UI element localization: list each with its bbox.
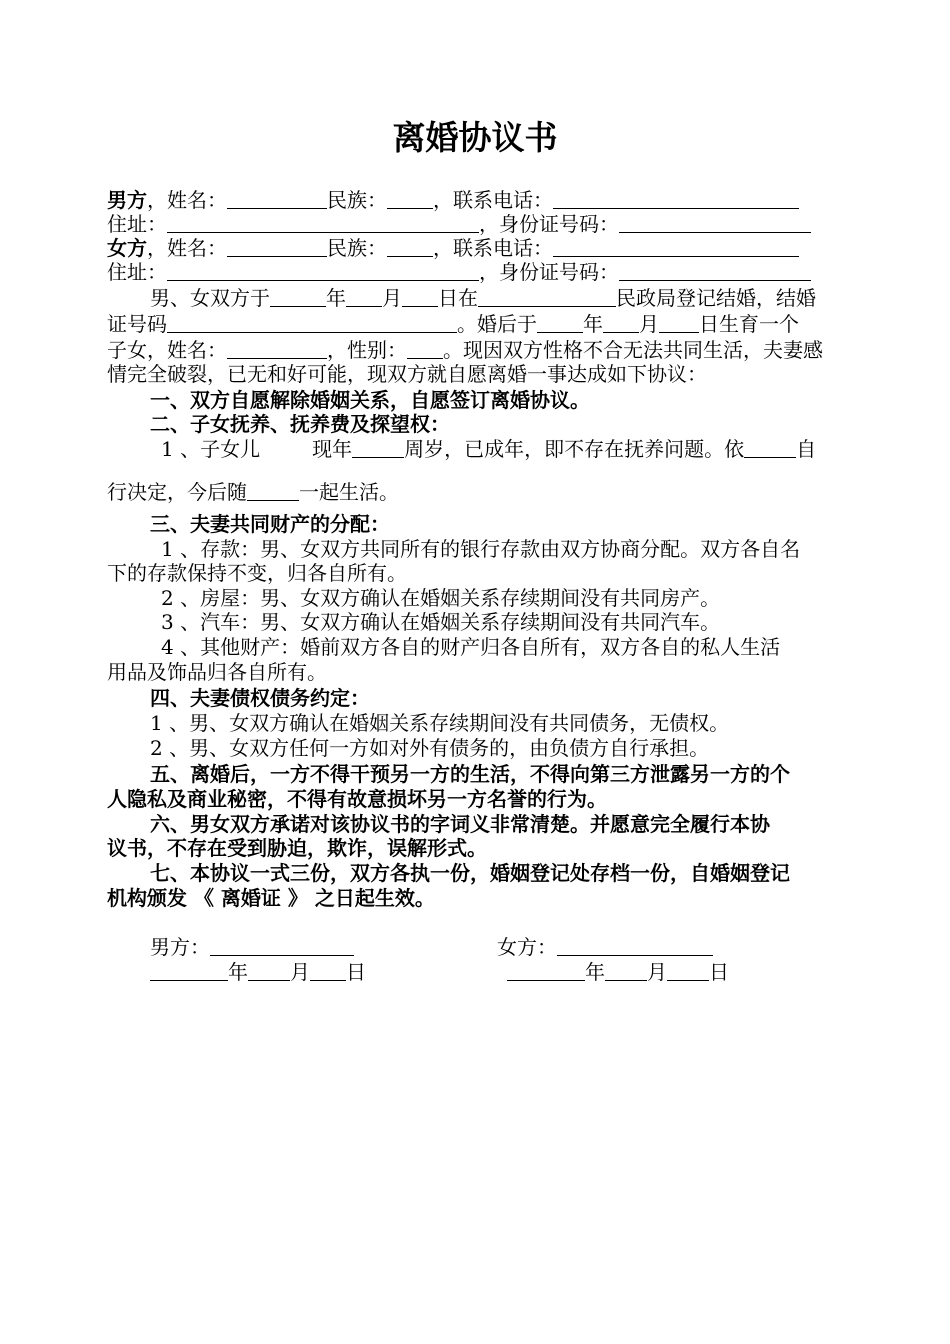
woman-signature-blank[interactable] — [557, 935, 713, 956]
woman-info-line — [107, 236, 847, 260]
section-3-item-4-cont: 用品及饰品归各自所有。 — [107, 660, 327, 684]
man-phone-blank[interactable] — [553, 188, 799, 209]
bureau-text: 民政局登记结婚，结婚 — [616, 286, 816, 310]
day-label: 日在 — [438, 286, 478, 310]
woman-date-year-blank[interactable] — [507, 960, 585, 981]
month-label: 月 — [382, 286, 402, 310]
section-3-item-4: 4 、其他财产：婚前双方各自的财产归各自所有，双方各自的私人生活 — [161, 635, 781, 659]
woman-phone-blank[interactable] — [553, 236, 799, 257]
section-5-cont: 人隐私及商业秘密，不得有故意损坏另一方名誉的行为。 — [107, 787, 607, 811]
man-date-month-blank[interactable] — [248, 960, 290, 981]
section-7: 七、本协议一式三份，双方各执一份，婚姻登记处存档一份，自婚姻登记 — [150, 861, 790, 885]
woman-party-label: 女方 — [107, 236, 147, 260]
item-text: 自 — [796, 437, 817, 461]
bureau-blank[interactable] — [478, 286, 616, 307]
marriage-line-4: 情完全破裂，已无和好可能，现双方就自愿离婚一事达成如下协议： — [107, 362, 707, 386]
section-3-item-3: 3 、汽车：男、女双方确认在婚姻关系存续期间没有共同汽车。 — [161, 610, 721, 634]
section-6: 六、男女双方承诺对该协议书的字词义非常清楚。并愿意完全履行本协 — [150, 812, 770, 836]
address-label: 住址： — [107, 260, 167, 284]
live-with-blank[interactable] — [247, 480, 299, 501]
woman-date-day-blank[interactable] — [667, 960, 709, 981]
man-date-year-blank[interactable] — [150, 960, 228, 981]
month-label: 月 — [290, 960, 310, 984]
name-label: ，姓名： — [147, 188, 227, 212]
ethnic-label: 民族： — [327, 188, 387, 212]
man-info-line — [107, 188, 847, 212]
marriage-text: 男、女双方于 — [150, 286, 270, 310]
section-4-item-1: 1 、男、女双方确认在婚姻关系存续期间没有共同债务，无债权。 — [150, 711, 730, 735]
section-1: 一、双方自愿解除婚姻关系，自愿签订离婚协议。 — [150, 388, 590, 412]
decision-blank[interactable] — [744, 437, 796, 458]
section-2-item-1-cont — [107, 480, 847, 504]
age-blank[interactable] — [352, 437, 404, 458]
item-text: 行决定，今后随 — [107, 480, 247, 504]
section-5: 五、离婚后，一方不得干预另一方的生活，不得向第三方泄露另一方的个 — [150, 762, 790, 786]
section-3-item-1-cont: 下的存款保持不变，归各自所有。 — [107, 561, 407, 585]
marriage-line-3 — [107, 338, 847, 362]
id-label: ，身份证号码： — [479, 260, 619, 284]
man-address-line — [107, 212, 847, 236]
woman-ethnic-blank[interactable] — [387, 236, 433, 257]
day-label: 日 — [709, 960, 729, 984]
birth-day-blank[interactable] — [659, 312, 699, 333]
woman-sign-label: 女方： — [497, 935, 557, 959]
man-name-blank[interactable] — [227, 188, 327, 209]
marriage-day-blank[interactable] — [402, 286, 438, 307]
woman-id-blank[interactable] — [619, 260, 811, 281]
man-party-label: 男方 — [107, 188, 147, 212]
woman-address-line — [107, 260, 847, 284]
man-signature-blank[interactable] — [210, 935, 354, 956]
item-text: 周岁，已成年，即不存在抚养问题。依 — [404, 437, 745, 461]
section-3-item-2: 2 、房屋：男、女双方确认在婚姻关系存续期间没有共同房产。 — [161, 586, 721, 610]
child-gender-blank[interactable] — [407, 338, 443, 359]
marriage-line-2 — [107, 312, 847, 336]
woman-signature — [497, 935, 757, 959]
birth-year-blank[interactable] — [537, 312, 583, 333]
section-7-cont: 机构颁发 《 离婚证 》 之日起生效。 — [107, 886, 435, 910]
item-text: 1 、子女儿 — [161, 437, 261, 461]
item-text: 一起生活。 — [299, 480, 399, 504]
man-sign-date — [150, 960, 410, 984]
marriage-line-1 — [107, 286, 847, 310]
woman-date-month-blank[interactable] — [605, 960, 647, 981]
born-text: 日生育一个 — [699, 312, 799, 336]
section-4-heading: 四、夫妻债权债务约定： — [150, 686, 370, 710]
day-label: 日 — [346, 960, 366, 984]
man-address-blank[interactable] — [167, 212, 479, 233]
id-label: ，身份证号码： — [479, 212, 619, 236]
child-label: 子女，姓名： — [107, 338, 227, 362]
woman-address-blank[interactable] — [167, 260, 479, 281]
year-label: 年 — [585, 960, 605, 984]
woman-name-blank[interactable] — [227, 236, 327, 257]
marriage-year-blank[interactable] — [270, 286, 326, 307]
after-text: 。婚后于 — [457, 312, 537, 336]
section-2-item-1 — [107, 437, 847, 461]
name-label: ，姓名： — [147, 236, 227, 260]
birth-month-blank[interactable] — [603, 312, 639, 333]
month-label: 月 — [647, 960, 667, 984]
section-2-heading: 二、子女抚养、抚养费及探望权： — [150, 412, 450, 436]
section-3-heading: 三、夫妻共同财产的分配： — [150, 512, 390, 536]
year-label: 年 — [583, 312, 603, 336]
section-4-item-2: 2 、男、女双方任何一方如对外有债务的，由负债方自行承担。 — [150, 736, 710, 760]
reason-text: 。现因双方性格不合无法共同生活，夫妻感 — [443, 338, 823, 362]
phone-label: ，联系电话： — [433, 236, 553, 260]
address-label: 住址： — [107, 212, 167, 236]
man-ethnic-blank[interactable] — [387, 188, 433, 209]
ethnic-label: 民族： — [327, 236, 387, 260]
section-3-item-1: 1 、存款：男、女双方共同所有的银行存款由双方协商分配。双方各自名 — [161, 537, 801, 561]
man-date-day-blank[interactable] — [310, 960, 346, 981]
item-text: 现年 — [312, 437, 353, 461]
cert-number-blank[interactable] — [167, 312, 457, 333]
cert-label: 证号码 — [107, 312, 167, 336]
gender-label: ，性别： — [327, 338, 407, 362]
marriage-month-blank[interactable] — [346, 286, 382, 307]
man-signature — [150, 935, 410, 959]
woman-sign-date — [507, 960, 767, 984]
child-name-blank[interactable] — [227, 338, 327, 359]
year-label: 年 — [228, 960, 248, 984]
document-title: 离婚协议书 — [392, 118, 558, 157]
man-id-blank[interactable] — [619, 212, 811, 233]
year-label: 年 — [326, 286, 346, 310]
month-label: 月 — [639, 312, 659, 336]
section-6-cont: 议书，不存在受到胁迫，欺诈，误解形式。 — [107, 836, 487, 860]
man-sign-label: 男方： — [150, 935, 210, 959]
phone-label: ，联系电话： — [433, 188, 553, 212]
